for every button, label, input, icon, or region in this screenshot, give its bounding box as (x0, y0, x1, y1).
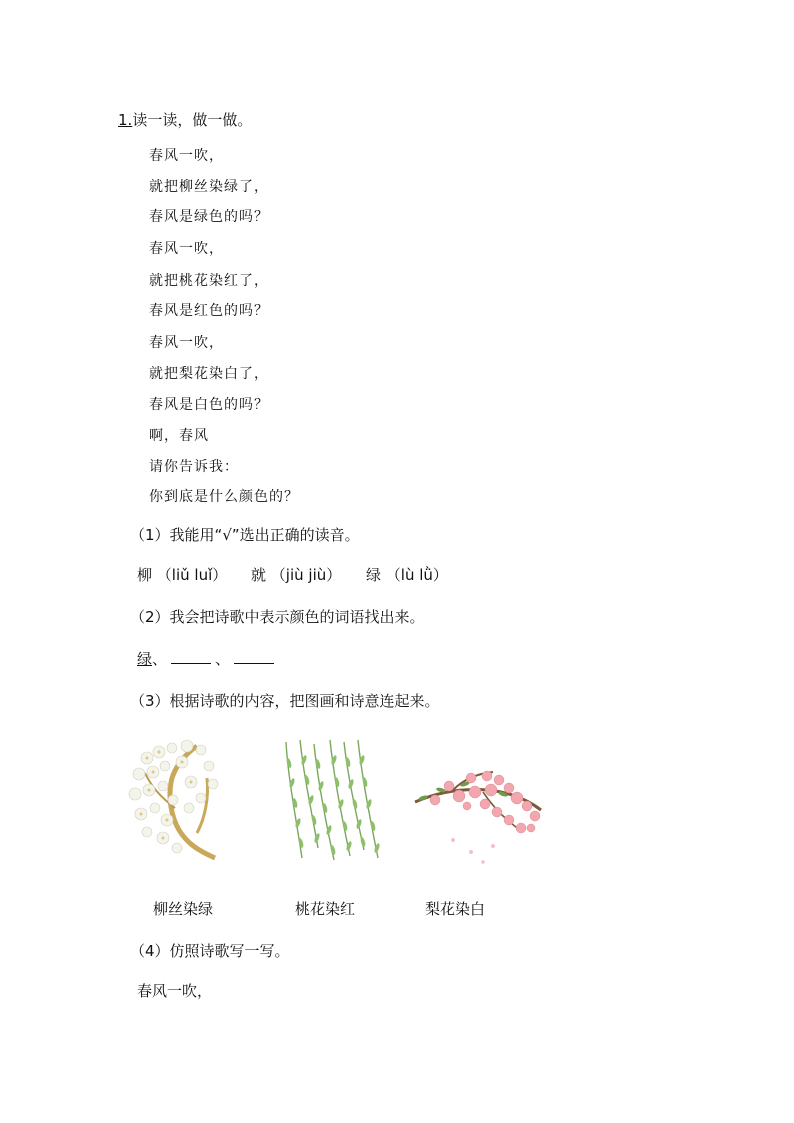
sub-question-4: （4）仿照诗歌写一写。 (130, 942, 290, 960)
pinyin-item-lv[interactable] (366, 564, 448, 585)
pear-blossom-branch-icon[interactable] (127, 738, 227, 863)
poem-line: 请你告诉我： (149, 459, 239, 475)
pinyin-item-liu[interactable] (137, 564, 227, 585)
pinyin-options[interactable]: （lù lǜ） (385, 566, 448, 584)
poem-line: 春风是红色的吗？ (149, 303, 269, 319)
poem-line: 春风一吹， (149, 335, 224, 351)
sub-question-2: （2）我会把诗歌中表示颜色的词语找出来。 (130, 608, 425, 626)
poem-line: 春风一吹， (149, 148, 224, 164)
pinyin-options[interactable]: （jiù jiù） (270, 566, 342, 584)
sub-question-3: （3）根据诗歌的内容，把图画和诗意连起来。 (130, 692, 440, 710)
caption-peach[interactable]: 桃花染红 (295, 900, 356, 918)
color-answer-line (137, 648, 278, 669)
poem-line: 春风是白色的吗？ (149, 397, 269, 413)
imitation-start: 春风一吹， (137, 982, 213, 1000)
question-text: 读一读，做一做。 (132, 111, 253, 129)
separator: 、 (152, 650, 168, 668)
poem-line: 就把柳丝染绿了， (149, 179, 269, 195)
poem-line: 春风是绿色的吗？ (149, 209, 269, 225)
poem-line: 春风一吹， (149, 241, 224, 257)
answer-blank-2[interactable] (234, 649, 274, 664)
caption-pear[interactable]: 梨花染白 (425, 900, 486, 918)
poem-line: 就把梨花染白了， (149, 366, 269, 382)
question-number: 1. (118, 111, 133, 129)
willow-branches-icon[interactable] (278, 738, 386, 863)
answer-blank-1[interactable] (171, 649, 211, 664)
pinyin-char: 就 (251, 566, 267, 584)
question-title (118, 109, 252, 130)
poem-line: 啊，春风 (149, 428, 209, 444)
sub-question-1: （1）我能用“√”选出正确的读音。 (130, 526, 360, 544)
peach-blossom-branch-icon[interactable] (413, 762, 545, 867)
color-word-green: 绿 (137, 650, 153, 668)
pinyin-char: 绿 (366, 566, 382, 584)
pinyin-options[interactable]: （liǔ luǐ） (156, 566, 228, 584)
separator: 、 (215, 650, 231, 668)
poem-line: 就把桃花染红了， (149, 273, 269, 289)
caption-willow[interactable]: 柳丝染绿 (153, 900, 214, 918)
pinyin-item-jiu[interactable] (251, 564, 341, 585)
pinyin-char: 柳 (137, 566, 153, 584)
poem-line: 你到底是什么颜色的？ (149, 489, 299, 505)
